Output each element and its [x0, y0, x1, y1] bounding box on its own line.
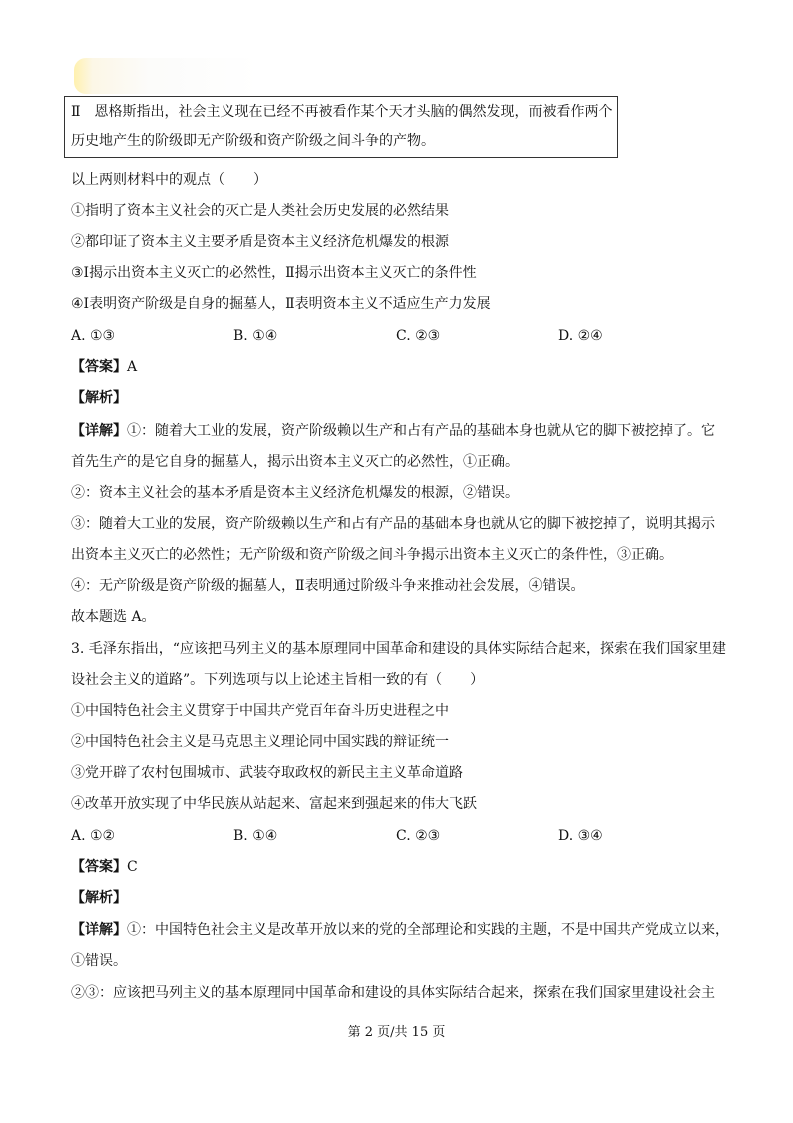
- q2-detail-line-2: 首先生产的是它自身的掘墓人，揭示出资本主义灭亡的必然性，①正确。: [71, 454, 519, 470]
- q3-detail-label: 【详解】: [71, 922, 127, 938]
- q2-option-b: B. ①④: [233, 328, 278, 344]
- q2-detail-text-1: ①：随着大工业的发展，资产阶级赖以生产和占有产品的基础本身也就从它的脚下被挖掉了。它: [127, 423, 715, 439]
- q2-option-d: D. ②④: [558, 328, 603, 344]
- q2-answer-row: [71, 357, 137, 377]
- q3-statement-4: ④改革开放实现了中华民族从站起来、富起来到强起来的伟大飞跃: [71, 796, 477, 812]
- q3-option-b: B. ①④: [233, 828, 278, 844]
- q3-answer-value: C: [127, 859, 138, 875]
- page-footer: 第 2 页/共 15 页: [347, 1025, 446, 1040]
- q2-answer-label: 【答案】: [71, 359, 127, 375]
- q2-detail-label: 【详解】: [71, 423, 127, 439]
- q3-stem-line-2: 设社会主义的道路”。下列选项与以上论述主旨相一致的有（ ）: [71, 672, 485, 688]
- q2-detail-line-5: 出资本主义灭亡的必然性；无产阶级和资产阶级之间斗争揭示出资本主义灭亡的条件性，③正确。: [71, 547, 673, 563]
- q2-detail-line-3: ②：资本主义社会的基本矛盾是资本主义经济危机爆发的根源，②错误。: [71, 485, 519, 501]
- q2-statement-1: ①指明了资本主义社会的灭亡是人类社会历史发展的必然结果: [71, 203, 449, 219]
- q3-stem-line-1: 3. 毛泽东指出，“应该把马列主义的基本原理同中国革命和建设的具体实际结合起来，探索在我们国家里建: [71, 641, 726, 657]
- q3-statement-3: ③党开辟了农村包围城市、武装夺取政权的新民主主义革命道路: [71, 765, 463, 781]
- q3-detail-line-1: [71, 920, 729, 940]
- q2-detail-line-7: 故本题选 A。: [71, 609, 156, 625]
- scan-highlight-mark: [74, 58, 259, 94]
- q3-option-d: D. ③④: [558, 828, 603, 844]
- q2-analysis-label: 【解析】: [71, 390, 127, 406]
- q2-detail-line-6: ④：无产阶级是资产阶级的掘墓人，Ⅱ表明通过阶级斗争来推动社会发展，④错误。: [71, 578, 585, 594]
- q3-analysis-label: 【解析】: [71, 890, 127, 906]
- q3-answer-label: 【答案】: [71, 859, 127, 875]
- material-line-1: Ⅱ 恩格斯指出，社会主义现在已经不再被看作某个天才头脑的偶然发现，而被看作两个: [71, 104, 613, 120]
- q3-detail-line-3: ②③：应该把马列主义的基本原理同中国革命和建设的具体实际结合起来，探索在我们国家里建设社会主: [71, 985, 715, 1001]
- q2-stem: 以上两则材料中的观点（ ）: [71, 172, 267, 188]
- q2-statement-4: ④Ⅰ表明资产阶级是自身的掘墓人，Ⅱ表明资本主义不适应生产力发展: [71, 296, 491, 312]
- q2-answer-value: A: [127, 359, 138, 375]
- q2-detail-line-1: [71, 421, 715, 441]
- q2-statement-3: ③Ⅰ揭示出资本主义灭亡的必然性，Ⅱ揭示出资本主义灭亡的条件性: [71, 265, 477, 281]
- material-line-2: 历史地产生的阶级即无产阶级和资产阶级之间斗争的产物。: [71, 133, 435, 149]
- q3-detail-line-2: ①错误。: [71, 953, 127, 969]
- q3-statement-1: ①中国特色社会主义贯穿于中国共产党百年奋斗历史进程之中: [71, 703, 449, 719]
- q3-answer-row: [71, 857, 138, 877]
- q2-option-a: A. ①③: [71, 328, 116, 344]
- q3-option-c: C. ②③: [396, 828, 441, 844]
- q2-statement-2: ②都印证了资本主义主要矛盾是资本主义经济危机爆发的根源: [71, 234, 449, 250]
- q3-detail-text-1: ①：中国特色社会主义是改革开放以来的党的全部理论和实践的主题，不是中国共产党成立以来，: [127, 922, 729, 938]
- q3-option-a: A. ①②: [71, 828, 116, 844]
- q3-statement-2: ②中国特色社会主义是马克思主义理论同中国实践的辩证统一: [71, 734, 449, 750]
- q2-detail-line-4: ③：随着大工业的发展，资产阶级赖以生产和占有产品的基础本身也就从它的脚下被挖掉了，说明其揭示: [71, 516, 715, 532]
- q2-option-c: C. ②③: [396, 328, 441, 344]
